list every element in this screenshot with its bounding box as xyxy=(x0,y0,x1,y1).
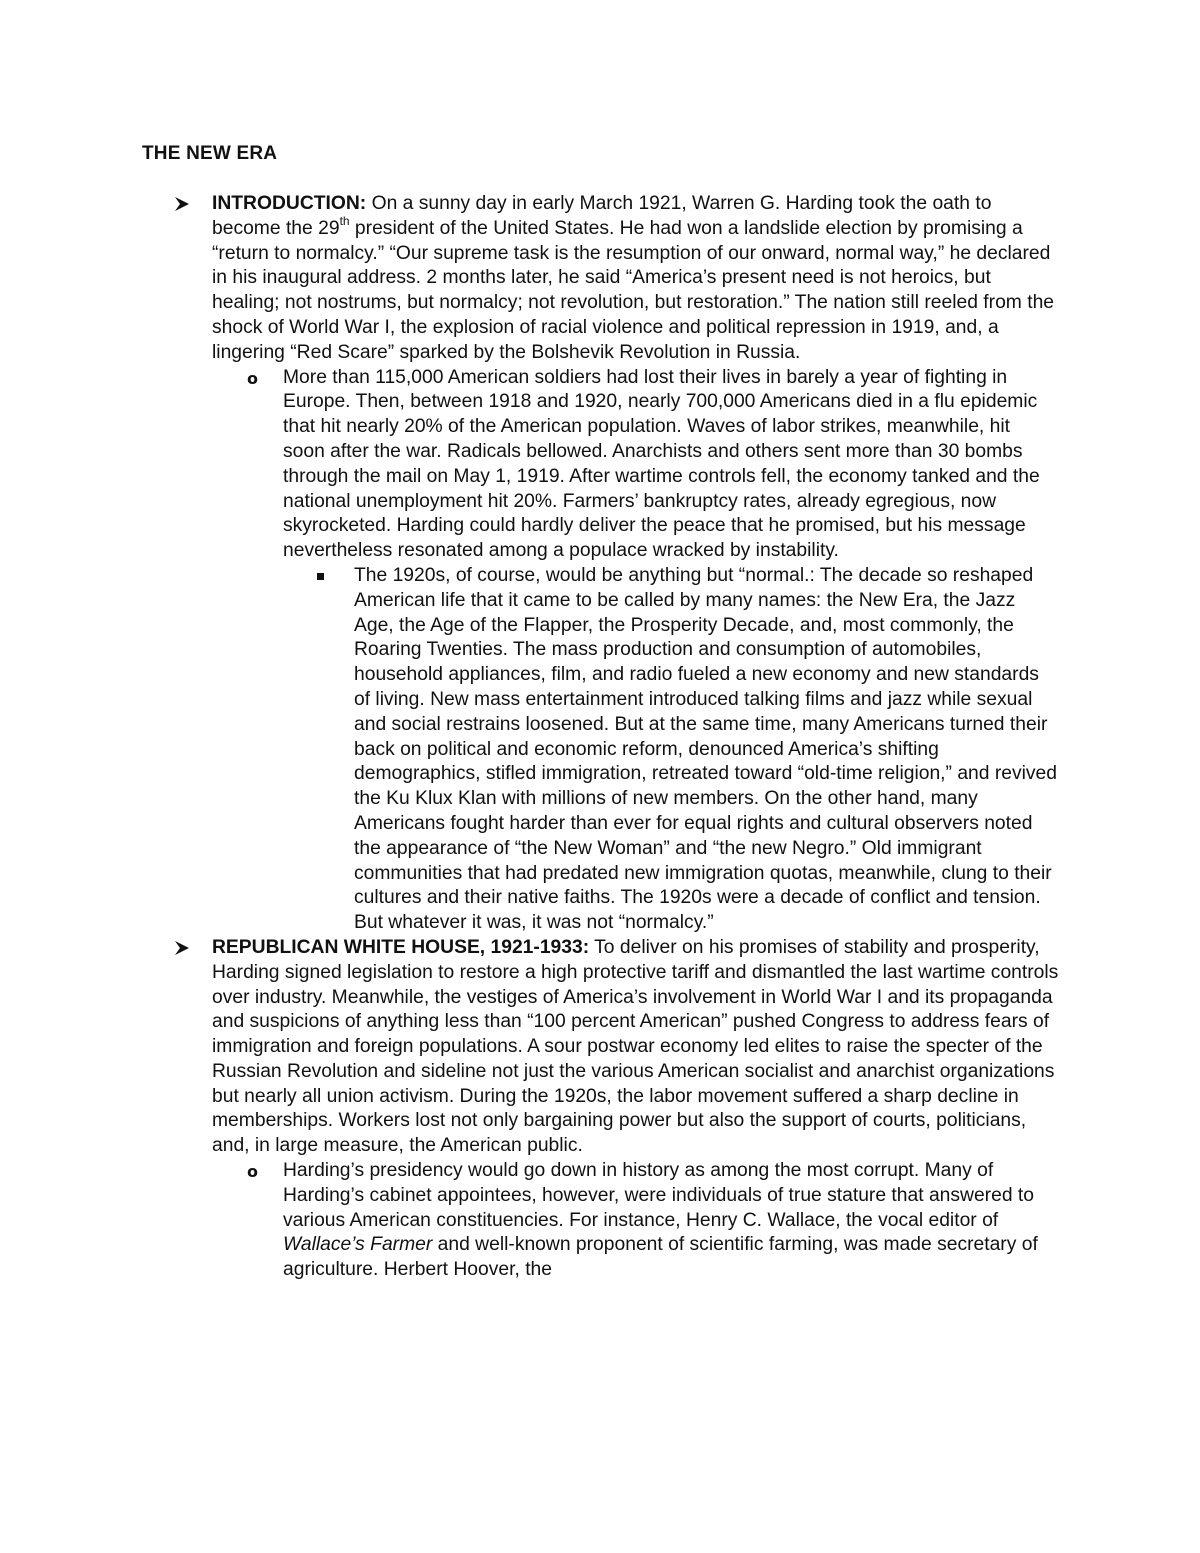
sub-bullet-harding xyxy=(247,1159,1055,1283)
document-title: THE NEW ERA xyxy=(142,143,278,164)
sub-bullet-text: Harding’s presidency would go down in history as among the most corrupt. Many of Harding’s cabinet appointees, however, were individuals of true stature that answered to various American constituencies. For instance, Henry C. Wallace, the vocal editor of xyxy=(283,1160,1034,1231)
sub-bullet-intro xyxy=(247,366,1055,564)
sub-bullet-text-continued: and well-known proponent of scientific farming, was made secretary of agriculture. Herbert Hoover, the xyxy=(283,1234,1038,1281)
sub-bullet-text: More than 115,000 American soldiers had lost their lives in barely a year of fighting in Europe. Then, between 1918 and 1920, nearly 700,000 Americans died in a flu epidemic that hit nearly 20% of the American population. Waves of labor strikes, meanwhile, hit soon after the war. Radicals bellowed. Anarchists and others sent more than 30 bombs through the mail on May 1, 1919. After wartime controls fell, the economy tanked and the national unemployment hit 20%. Farmers’ bankruptcy rates, already egregious, now skyrocketed. Harding could hardly deliver the peace that he promised, but his message nevertheless resonated among a populace wracked by instability. xyxy=(283,366,1040,562)
ordinal-suffix: th xyxy=(339,214,350,229)
document-body xyxy=(0,192,1200,1283)
circle-bullet-icon: o xyxy=(247,368,258,388)
publication-title: Wallace’s Farmer xyxy=(283,1234,433,1256)
sub-sub-bullet-text: The 1920s, of course, would be anything but “normal.: The decade so reshaped American life that it came to be called by many names: the New Era, the Jazz Age, the Age of the Flapper, the Prosperity Decade, and, most commonly, the Roaring Twenties. The mass production and consumption of automobiles, household appliances, film, and radio fueled a new economy and new standards of living. New mass entertainment introduced talking films and jazz while sexual and social restrains loosened. But at the same time, many Americans turned their back on political and economic reform, denounced America’s shifting demographics, stifled immigration, retreated toward “old-time religion,” and revived the Ku Klux Klan with millions of new members. On the other hand, many Americans fought harder than ever for equal rights and cultural observers noted the appearance of “the New Woman” and “the new Negro.” Old immigrant communities that had predated new immigration quotas, meanwhile, clung to their cultures and their native faiths. The 1920s were a decade of conflict and tension. But whatever it was, it was not “normalcy.” xyxy=(354,564,1058,934)
square-bullet-icon xyxy=(317,573,324,580)
sub-sub-bullet-intro xyxy=(354,564,1058,936)
section-text: To deliver on his promises of stability and prosperity, Harding signed legislation to restore a high protective tariff and dismantled the last wartime controls over industry. Meanwhile, the vestiges of America’s involvement in World War I and its propaganda and suspicions of anything less than “100 percent American” pushed Congress to address fears of immigration and foreign populations. A sour postwar economy led elites to raise the specter of the Russian Revolution and sideline not just the various American socialist and anarchist organizations but nearly all union activism. During the 1920s, the labor movement suffered a sharp decline in memberships. Workers lost not only bargaining power but also the support of courts, politicians, and, in large measure, the American public. xyxy=(212,936,1059,1157)
arrow-bullet-icon xyxy=(172,192,194,216)
section-text: On a sunny day in early March 1921, Warren G. Harding took the oath to become the 29 xyxy=(212,193,992,239)
bullet-introduction xyxy=(212,192,1060,366)
section-heading: INTRODUCTION: xyxy=(212,193,367,214)
section-text-continued: president of the United States. He had won a landslide election by promising a “return to normalcy.” “Our supreme task is the resumption of our onward, normal way,” he declared in his inaugural address. 2 months later, he said “America’s present need is not heroics, but healing; not nostrums, but normalcy; not revolution, but restoration.” The nation still reeled from the shock of World War I, the explosion of racial violence and political repression in 1919, and, a lingering “Red Scare” sparked by the Bolshevik Revolution in Russia. xyxy=(212,217,1055,363)
section-heading: REPUBLICAN WHITE HOUSE, 1921-1933: xyxy=(212,936,590,958)
arrow-bullet-icon xyxy=(172,936,194,960)
circle-bullet-icon: o xyxy=(247,1162,258,1182)
bullet-republican-white-house xyxy=(212,936,1060,1159)
